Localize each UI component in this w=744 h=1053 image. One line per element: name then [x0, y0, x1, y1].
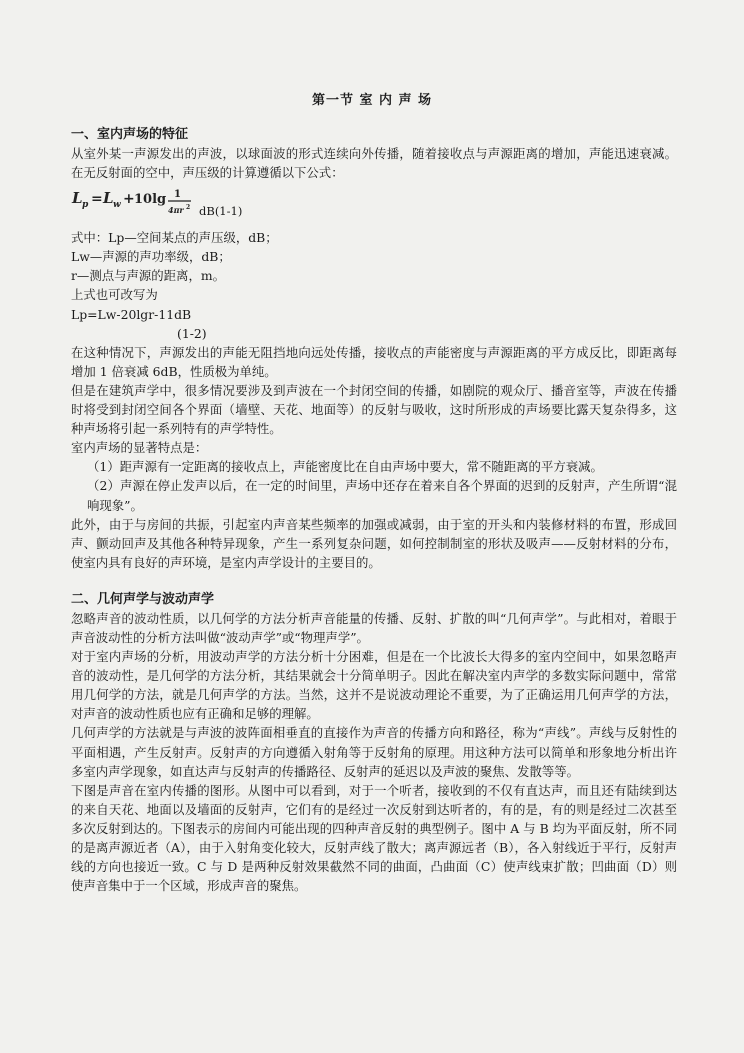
document-body	[71, 125, 677, 895]
section1-paragraph-4: 室内声场的显著特点是：	[71, 440, 208, 456]
definition-lw: Lw—声源的声功率级，dB；	[71, 249, 231, 265]
svg-text:L: L	[72, 189, 83, 208]
definition-r: r—测点与声源的距离，m。	[71, 268, 225, 284]
section1-paragraph-1: 从室外某一声源发出的声波，以球面波的形式连续向外传播，随着接收点与声源距离的增加，声能迅速衰减。在无反射面的空中，声压级的计算遵循以下公式：	[71, 146, 677, 181]
page-title: 第一节 室 内 声 场	[311, 93, 433, 108]
section1-heading: 一、室内声场的特征	[71, 127, 189, 142]
svg-text:10lg: 10lg	[134, 192, 167, 208]
svg-text:2: 2	[186, 204, 191, 212]
svg-text:p: p	[82, 200, 89, 211]
svg-text:1: 1	[174, 189, 181, 201]
formula-1-2: Lp=Lw-20lgr-11dB	[71, 306, 192, 322]
feature-item-1: （1）距声源有一定距离的接收点上，声能密度比在自由声场中要大，常不随距离的平方衰减。	[87, 459, 603, 475]
section1-paragraph-5: 此外，由于与房间的共振，引起室内声音某些频率的加强或减弱，由于室的开头和内装修材料的布置，形成回声、颤动回声及其他各种特异现象，产生一系列复杂问题，如何控制制室的形状及吸声——反射材料的分布，使室内具有良好的声环境，是室内声学设计的主要目的。	[71, 516, 677, 570]
svg-text:+: +	[123, 191, 135, 208]
svg-text:4πr: 4πr	[168, 205, 184, 216]
section1-paragraph-2: 在这种情况下，声源发出的声能无阻挡地向远处传播，接收点的声能密度与声源距离的平方成反比，即距离每增加 1 倍衰减 6dB，性质极为单纯。	[71, 344, 677, 379]
formula-1-1	[71, 182, 677, 228]
alternate-form-intro: 上式也可改写为	[71, 287, 158, 303]
section2-paragraph-3: 几何声学的方法就是与声波的波阵面相垂直的直接作为声音的传播方向和路径，称为“声线”。声线与反射性的平面相遇，产生反射声。反射声的方向遵循入射角等于反射角的原理。用这种方法可以简单和形象地分析出许多室内声学现象，如直达声与反射声的传播路径、反射声的延迟以及声波的聚焦、发散等等。	[71, 725, 677, 779]
svg-text:=: =	[91, 191, 103, 208]
section2-paragraph-1: 忽略声音的波动性质，以几何学的方法分析声音能量的传播、反射、扩散的叫“几何声学”。与此相对，着眼于声音波动性的分析方法叫做“波动声学”或“物理声学”。	[71, 610, 677, 645]
section1-paragraph-3: 但是在建筑声学中，很多情况要涉及到声波在一个封闭空间的传播，如剧院的观众厅、播音室等，声波在传播时将受到封闭空间各个界面（墙壁、天花、地面等）的反射与吸收，这时所形成的声场要比露天复杂得多，这种声场将引起一系列特有的声学特性。	[71, 382, 677, 437]
svg-text:L: L	[103, 189, 114, 208]
formula-1-2-tag: (1-2)	[177, 325, 207, 341]
svg-text:w: w	[113, 200, 121, 211]
section2-heading: 二、几何声学与波动声学	[71, 591, 215, 607]
formula-1-1-tag: dB(1-1)	[199, 204, 243, 219]
section2-paragraph-4: 下图是声音在室内传播的图形。从图中可以看到，对于一个听者，接收到的不仅有直达声，而且还有陆续到达的来自天花、地面以及墙面的反射声，它们有的是经过一次反射到达听者的，有的是，有的则是经过二次甚至多次反射到达的。下图表示的房间内可能出现的四种声音反射的典型例子。图中 A 与 B 均为平面反射，所不同的是离声源近者（A），由于入射角变化较大，反射声线了散大；离声源远者（B），各入射线近于平行，反射声线的方向也接近一致。C 与 D 是两种反射效果截然不同的曲面，凸曲面（C）使声线束扩散；凹曲面（D）则使声音集中于一个区域，形成声音的聚焦。	[71, 782, 677, 894]
sound-pressure-formula-image	[71, 186, 201, 226]
section2-paragraph-2: 对于室内声场的分析，用波动声学的方法分析十分困难，但是在一个比波长大得多的室内空间中，如果忽略声音的波动性，是几何学的方法分析，其结果就会十分简单明子。因此在解决室内声学的多数实际问题中，常常用几何学的方法，就是几何声学的方法。当然，这并不是说波动理论不重要，为了正确运用几何声学的方法，对声音的波动性质也应有正确和足够的理解。	[71, 649, 677, 722]
feature-item-2: （2）声源在停止发声以后，在一定的时间里，声场中还存在着来自各个界面的迟到的反射声，产生所谓“混响现象”。	[87, 478, 677, 513]
definition-lp: 式中：Lp—空间某点的声压级，dB；	[71, 230, 278, 246]
section-gap	[71, 572, 677, 590]
